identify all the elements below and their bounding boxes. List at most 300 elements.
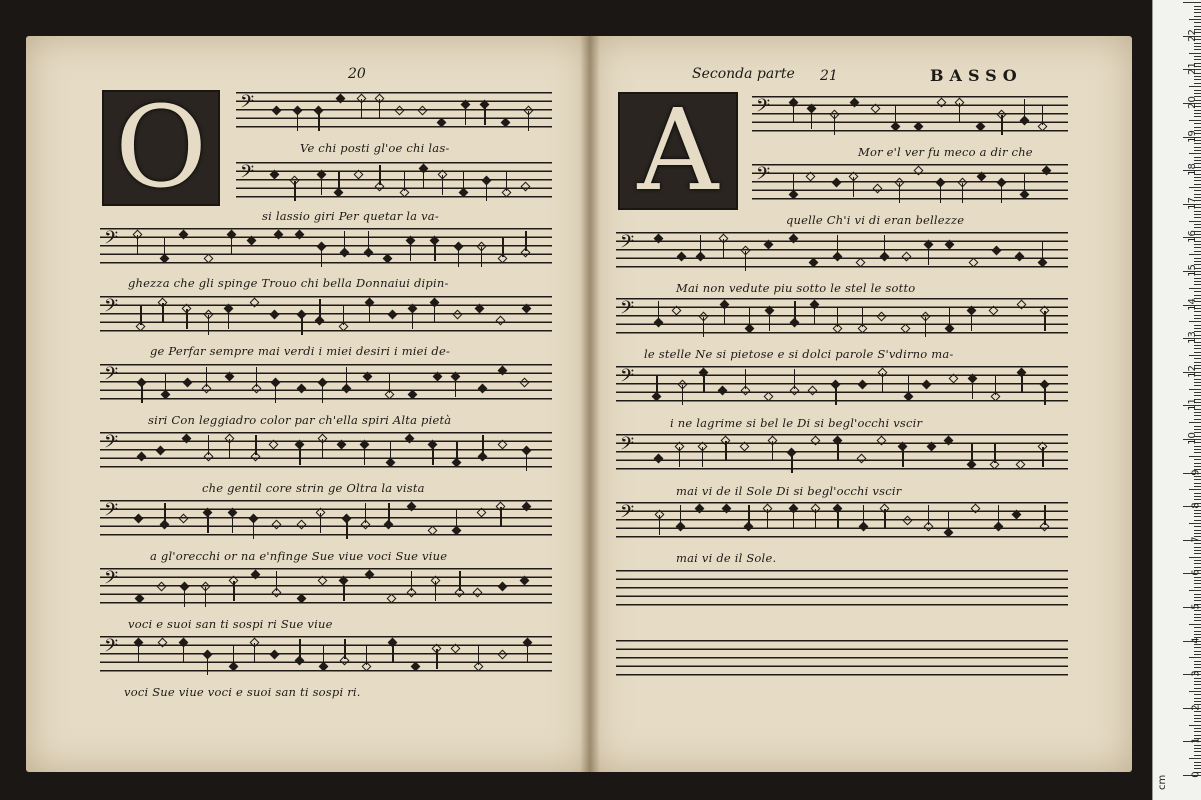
ruler-tick [1194, 157, 1201, 158]
lyric-line: che gentil core strin ge Oltra la vista [202, 481, 425, 495]
music-staff [100, 228, 552, 264]
left-initial-letter: O [115, 83, 207, 213]
ruler-tick [1194, 452, 1201, 453]
ruler-tick [1189, 153, 1201, 154]
ruler-number: 9 [1190, 468, 1201, 476]
music-note [318, 576, 328, 586]
ruler-tick [1194, 190, 1201, 191]
ruler-tick [1194, 620, 1201, 621]
ruler-tick [1194, 348, 1201, 349]
note-stem [184, 587, 185, 607]
music-note [155, 446, 165, 456]
ruler-number: 22 [1187, 28, 1199, 42]
note-stem [682, 385, 683, 405]
note-stem [794, 301, 795, 321]
ruler-tick [1194, 177, 1201, 178]
note-stem [231, 235, 232, 255]
note-stem [436, 649, 437, 669]
lyric-line: siri Con leggiadro color par ch'ella spiri Alta pietà [148, 413, 452, 427]
ruler-number: 16 [1187, 230, 1199, 244]
ruler-tick [1194, 26, 1201, 27]
music-note [948, 374, 958, 384]
music-note [808, 386, 818, 396]
music-note [722, 504, 732, 514]
ruler-tick [1194, 728, 1201, 729]
note-stem [884, 235, 885, 255]
ruler-tick [1194, 459, 1201, 460]
note-stem [301, 315, 302, 335]
music-staff [616, 232, 1068, 268]
ruler-number: 7 [1190, 536, 1201, 543]
note-stem [703, 317, 704, 337]
note-stem [962, 183, 963, 203]
note-stem [361, 99, 362, 119]
music-note [740, 442, 750, 452]
music-note [453, 310, 463, 320]
ruler-tick [1194, 110, 1201, 111]
music-staff [616, 434, 1068, 470]
note-stem [500, 507, 501, 527]
ruler-number: 12 [1187, 364, 1199, 378]
music-note [500, 118, 510, 128]
note-stem [725, 441, 726, 461]
clef-icon: 𝄢 [756, 96, 771, 121]
ruler-tick [1194, 614, 1201, 615]
music-note [136, 452, 146, 462]
music-staff [616, 366, 1068, 402]
ruler-tick [1194, 583, 1201, 584]
ruler-tick [1194, 244, 1201, 245]
note-stem [255, 435, 256, 455]
music-note [297, 594, 307, 604]
ruler-tick [1194, 634, 1201, 635]
note-stem [456, 441, 457, 461]
music-note [788, 234, 798, 244]
note-stem [165, 373, 166, 393]
note-stem [862, 307, 863, 327]
note-stem [998, 505, 999, 525]
clef-icon: 𝄢 [104, 296, 119, 321]
music-note [877, 312, 887, 322]
note-stem [322, 439, 323, 459]
clef-icon: 𝄢 [620, 502, 635, 527]
note-stem [1042, 241, 1043, 261]
ruler-number: 6 [1190, 569, 1201, 577]
ruler-tick [1194, 765, 1201, 766]
lyric-line: Mor e'l ver fu meco a dir che [858, 145, 1033, 159]
music-note [297, 520, 307, 530]
note-stem [208, 315, 209, 335]
music-note [427, 526, 437, 536]
note-stem [484, 105, 485, 125]
music-note [410, 662, 420, 672]
ruler-tick [1194, 49, 1201, 50]
note-stem [322, 383, 323, 403]
note-stem [724, 305, 725, 325]
ruler-tick [1194, 684, 1201, 685]
ruler-tick [1194, 382, 1201, 383]
music-note [858, 380, 868, 390]
note-stem [294, 181, 295, 201]
music-note [295, 230, 305, 240]
music-note [520, 182, 530, 192]
ruler-number: 5 [1190, 603, 1201, 610]
right-initial-letter: A [637, 86, 719, 216]
note-stem [948, 511, 949, 531]
music-staff [100, 568, 552, 604]
music-note [945, 240, 955, 250]
right-page-number: 21 [820, 68, 838, 84]
note-stem [365, 503, 366, 523]
note-stem [186, 309, 187, 329]
ruler-unit: cm [1157, 774, 1168, 790]
right-header-title: Seconda parte [692, 66, 795, 82]
ruler-tick [1189, 120, 1201, 121]
music-note [335, 94, 345, 104]
ruler-tick [1194, 160, 1201, 161]
note-stem [207, 655, 208, 675]
music-note [970, 504, 980, 514]
music-note [271, 106, 281, 116]
ruler-tick [1194, 127, 1201, 128]
ruler-tick [1189, 624, 1201, 625]
note-stem [442, 175, 443, 195]
ruler-tick [1189, 321, 1201, 322]
lyric-line: si lassio giri Per quetar la va- [262, 209, 439, 223]
ruler-tick [1189, 422, 1201, 423]
note-stem [319, 299, 320, 319]
book-gutter [580, 36, 600, 772]
note-stem [1044, 311, 1045, 331]
music-staff [100, 432, 552, 468]
music-staff [100, 296, 552, 332]
left-page-number: 20 [348, 66, 366, 82]
note-stem [834, 115, 835, 135]
music-note [407, 502, 417, 512]
note-stem [463, 171, 464, 191]
note-stem [814, 305, 815, 325]
music-note [926, 442, 936, 452]
clef-icon: 𝄢 [620, 232, 635, 257]
ruler-tick [1189, 389, 1201, 390]
ruler-number: 8 [1190, 502, 1201, 509]
music-note [337, 440, 347, 450]
ruler-tick [1194, 681, 1201, 682]
music-note [521, 304, 531, 314]
music-note [1017, 300, 1027, 310]
ruler-tick [1194, 718, 1201, 719]
ruler-tick [1194, 311, 1201, 312]
lyric-line: voci e suoi san ti sospi ri Sue viue [128, 617, 333, 631]
music-note [873, 184, 883, 194]
ruler-tick [1194, 530, 1201, 531]
note-stem [972, 379, 973, 399]
music-note [365, 570, 375, 580]
clef-icon: 𝄢 [240, 162, 255, 187]
ruler-tick [1194, 493, 1201, 494]
music-note [498, 440, 508, 450]
lyric-line: mai vi de il Sole. [676, 551, 777, 565]
clef-icon: 𝄢 [620, 366, 635, 391]
ruler-tick [1194, 358, 1201, 359]
ruler-tick [1194, 550, 1201, 551]
music-staff [236, 162, 552, 198]
note-stem [994, 443, 995, 463]
note-stem [232, 513, 233, 533]
music-note [969, 258, 979, 268]
note-stem [206, 367, 207, 387]
note-stem [928, 505, 929, 525]
lyric-line: mai vi de il Sole Di si begl'occhi vscir [676, 484, 902, 498]
music-note [1012, 510, 1022, 520]
ruler-tick [1194, 667, 1201, 668]
music-note [297, 384, 307, 394]
clef-icon: 𝄢 [104, 568, 119, 593]
note-stem [815, 509, 816, 529]
music-note [157, 638, 167, 648]
ruler-number: 20 [1187, 96, 1199, 109]
clef-icon: 𝄢 [104, 500, 119, 525]
note-stem [137, 235, 138, 255]
music-note [877, 436, 887, 446]
note-stem [343, 581, 344, 601]
note-stem [379, 99, 380, 119]
music-note [363, 372, 373, 382]
note-stem [749, 307, 750, 327]
ruler-tick [1194, 261, 1201, 262]
clef-icon: 𝄢 [104, 228, 119, 253]
ruler-tick [1194, 664, 1201, 665]
note-stem [772, 441, 773, 461]
ruler-tick [1194, 113, 1201, 114]
ruler-tick [1194, 318, 1201, 319]
ruler-tick [1194, 284, 1201, 285]
ruler-number: 18 [1187, 163, 1199, 177]
ruler-tick [1194, 486, 1201, 487]
ruler-tick [1194, 731, 1201, 732]
ruler-tick [1194, 476, 1201, 477]
ruler-number: 3 [1190, 670, 1201, 677]
lyric-line: voci Sue viue voci e suoi san ti sospi ri. [124, 685, 361, 699]
ruler-tick [1194, 224, 1201, 225]
music-note [677, 252, 687, 262]
ruler-tick [1189, 86, 1201, 87]
ruler-tick [1194, 449, 1201, 450]
ruler-tick [1194, 768, 1201, 769]
note-stem [658, 301, 659, 321]
music-note [913, 166, 923, 176]
note-stem [318, 111, 319, 131]
note-stem [1042, 447, 1043, 467]
ruler-tick [1194, 56, 1201, 57]
ruler-tick [1194, 721, 1201, 722]
note-stem [837, 441, 838, 461]
music-note [473, 588, 483, 598]
note-stem [1024, 99, 1025, 119]
music-note [522, 502, 532, 512]
note-stem [949, 307, 950, 327]
note-stem [811, 109, 812, 129]
note-stem [164, 503, 165, 523]
music-note [269, 440, 279, 450]
note-stem [525, 231, 526, 251]
note-stem [1042, 105, 1043, 125]
lyric-line: ghezza che gli spinge Trouo chi bella Donnaiui dipin- [128, 276, 449, 290]
ruler-tick [1189, 489, 1201, 490]
ruler-tick [1194, 93, 1201, 94]
note-stem [908, 375, 909, 395]
music-note [991, 246, 1001, 256]
ruler-tick [1194, 748, 1201, 749]
note-stem [432, 445, 433, 465]
ruler-tick [1194, 560, 1201, 561]
music-note [1015, 460, 1025, 470]
ruler-tick [1194, 711, 1201, 712]
music-staff [100, 636, 552, 672]
ruler-number: 14 [1187, 297, 1199, 311]
music-note [246, 236, 256, 246]
music-staff [616, 298, 1068, 334]
ruler-tick [1194, 419, 1201, 420]
ruler-tick [1194, 483, 1201, 484]
ruler-tick [1194, 328, 1201, 329]
note-stem [680, 505, 681, 525]
note-stem [884, 509, 885, 529]
ruler-number: 0 [1190, 771, 1201, 778]
ruler-tick [1194, 647, 1201, 648]
ruler-tick [1194, 43, 1201, 44]
note-stem [321, 175, 322, 195]
note-stem [465, 105, 466, 125]
ruler-tick [1194, 6, 1201, 7]
music-note [269, 170, 279, 180]
music-note [871, 104, 881, 114]
note-stem [902, 447, 903, 467]
ruler-tick [1194, 429, 1201, 430]
note-stem [1044, 385, 1045, 405]
note-stem [723, 239, 724, 259]
music-note [183, 378, 193, 388]
note-stem [207, 513, 208, 533]
note-stem [481, 247, 482, 267]
ruler-tick [1194, 194, 1201, 195]
ruler-tick [1194, 654, 1201, 655]
note-stem [141, 383, 142, 403]
ruler-tick [1194, 694, 1201, 695]
lyric-line: le stelle Ne si pietose e si dolci parole S'vdirno ma- [644, 347, 954, 361]
ruler-tick [1194, 79, 1201, 80]
note-stem [208, 435, 209, 455]
ruler-tick [1189, 288, 1201, 289]
ruler-tick [1194, 567, 1201, 568]
note-stem [411, 571, 412, 591]
ruler-tick [1194, 644, 1201, 645]
music-note [498, 582, 508, 592]
music-note [134, 594, 144, 604]
ruler-tick [1194, 426, 1201, 427]
note-stem [995, 375, 996, 395]
note-stem [346, 367, 347, 387]
ruler-number: 19 [1187, 129, 1199, 143]
ruler-tick [1194, 610, 1201, 611]
ruler-tick [1194, 600, 1201, 601]
ruler-tick [1194, 661, 1201, 662]
note-stem [389, 373, 390, 393]
right-header-part: BASSO [930, 66, 1023, 85]
clef-icon: 𝄢 [620, 434, 635, 459]
ruler-tick [1194, 22, 1201, 23]
note-stem [853, 177, 854, 197]
note-stem [703, 373, 704, 393]
note-stem [366, 645, 367, 665]
note-stem [837, 235, 838, 255]
music-note [901, 324, 911, 334]
ruler-tick [1189, 691, 1201, 692]
music-note [250, 570, 260, 580]
music-note [975, 122, 985, 132]
music-note [672, 306, 682, 316]
music-note [944, 436, 954, 446]
ruler-tick [1189, 254, 1201, 255]
music-note [395, 106, 405, 116]
ruler-tick [1194, 762, 1201, 763]
note-stem [346, 519, 347, 539]
note-stem [364, 445, 365, 465]
music-note [475, 304, 485, 314]
note-stem [458, 247, 459, 267]
clef-icon: 𝄢 [104, 364, 119, 389]
music-note [1014, 252, 1024, 262]
music-note [405, 434, 415, 444]
ruler-tick [1194, 533, 1201, 534]
note-stem [748, 505, 749, 525]
music-note [498, 366, 508, 376]
music-note [1041, 166, 1051, 176]
ruler-tick [1194, 446, 1201, 447]
note-stem [971, 443, 972, 463]
ruler-number: 10 [1187, 432, 1199, 445]
music-staff [616, 502, 1068, 538]
ruler-tick [1194, 227, 1201, 228]
music-note [273, 230, 283, 240]
note-stem [228, 309, 229, 329]
lyric-line: ge Perfar sempre mai verdi i miei desiri i miei de- [150, 344, 451, 358]
ruler-tick [1194, 247, 1201, 248]
note-stem [959, 103, 960, 123]
note-stem [343, 305, 344, 325]
note-stem [297, 111, 298, 131]
note-stem [528, 111, 529, 131]
ruler-tick [1194, 698, 1201, 699]
note-stem [379, 165, 380, 185]
note-stem [392, 643, 393, 663]
ruler-tick [1194, 547, 1201, 548]
music-note [810, 436, 820, 446]
note-stem [1001, 183, 1002, 203]
music-note [809, 258, 819, 268]
music-note [476, 508, 486, 518]
note-stem [275, 383, 276, 403]
ruler-tick [1194, 143, 1201, 144]
music-note [179, 230, 189, 240]
note-stem [1021, 373, 1022, 393]
note-stem [482, 435, 483, 455]
note-stem [140, 305, 141, 325]
music-staff [752, 164, 1068, 200]
note-stem [254, 643, 255, 663]
ruler-tick [1189, 557, 1201, 558]
music-note [718, 386, 728, 396]
